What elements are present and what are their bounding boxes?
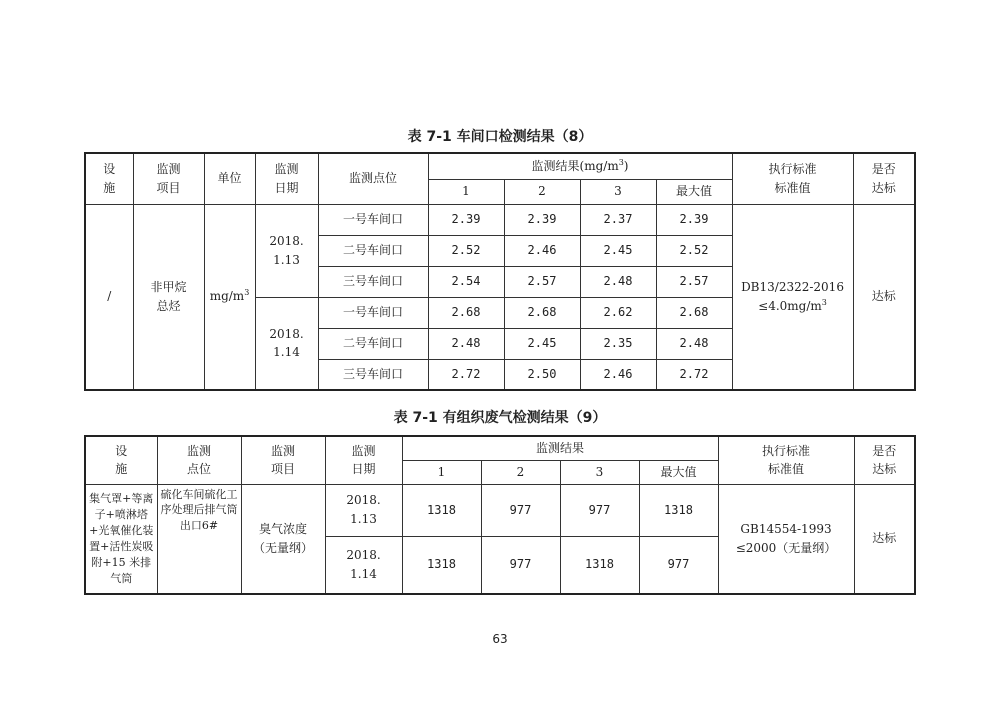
- header-date: 监测 日期: [255, 153, 318, 204]
- value-cell: 2.72: [428, 359, 504, 390]
- header-compliance: 是否 达标: [854, 436, 915, 484]
- header-standard: 执行标准 标准值: [732, 153, 853, 204]
- point-cell: 一号车间口: [318, 204, 428, 235]
- unit-main: mg/m: [209, 289, 245, 304]
- max-cell: 2.68: [656, 297, 732, 328]
- value-cell: 2.39: [504, 204, 580, 235]
- header-point: 监测点位: [318, 153, 428, 204]
- standard-line2-main: ≤4.0mg/m: [758, 298, 822, 313]
- header-col2: 2: [504, 179, 580, 204]
- header-point: 监测 点位: [157, 436, 241, 484]
- value-cell: 977: [560, 484, 639, 536]
- header-colmax: 最大值: [656, 179, 732, 204]
- facility-cell: /: [85, 204, 133, 390]
- value-cell: 2.46: [504, 235, 580, 266]
- point-cell: 一号车间口: [318, 297, 428, 328]
- max-cell: 2.52: [656, 235, 732, 266]
- value-cell: 977: [481, 536, 560, 594]
- header-col3: 3: [580, 179, 656, 204]
- value-cell: 1318: [560, 536, 639, 594]
- header-date: 监测 日期: [325, 436, 402, 484]
- header-colmax: 最大值: [639, 460, 718, 484]
- facility-cell: 集气罩+等离子+喷淋塔+光氧催化装置+活性炭吸附+15 米排气筒: [85, 484, 157, 594]
- value-cell: 2.52: [428, 235, 504, 266]
- header-facility: 设 施: [85, 153, 133, 204]
- header-standard: 执行标准 标准值: [718, 436, 854, 484]
- header-results-suffix: ): [623, 158, 629, 173]
- value-cell: 2.45: [580, 235, 656, 266]
- point-cell: 二号车间口: [318, 235, 428, 266]
- point-cell: 硫化车间硫化工序处理后排气筒出口6#: [157, 484, 241, 594]
- date-cell: 2018. 1.14: [255, 297, 318, 390]
- header-item: 监测 项目: [241, 436, 325, 484]
- value-cell: 2.45: [504, 328, 580, 359]
- date-cell: 2018. 1.14: [325, 536, 402, 594]
- value-cell: 2.68: [504, 297, 580, 328]
- header-facility: 设 施: [85, 436, 157, 484]
- max-cell: 1318: [639, 484, 718, 536]
- item-cell: 臭气浓度 （无量纲）: [241, 484, 325, 594]
- value-cell: 2.68: [428, 297, 504, 328]
- table2-title: 表 7-1 有组织废气检测结果（9）: [393, 410, 607, 426]
- point-cell: 二号车间口: [318, 328, 428, 359]
- standard-cell: GB14554-1993 ≤2000（无量纲）: [718, 484, 854, 594]
- header-compliance: 是否 达标: [853, 153, 915, 204]
- value-cell: 2.37: [580, 204, 656, 235]
- compliance-cell: 达标: [854, 484, 915, 594]
- header-item: 监测 项目: [133, 153, 204, 204]
- value-cell: 2.62: [580, 297, 656, 328]
- header-results-sup: 3: [618, 157, 624, 167]
- value-cell: 977: [481, 484, 560, 536]
- item-cell: 非甲烷 总烃: [133, 204, 204, 390]
- max-cell: 2.39: [656, 204, 732, 235]
- value-cell: 2.57: [504, 266, 580, 297]
- header-results-prefix: 监测结果(mg/m: [531, 158, 619, 173]
- value-cell: 2.48: [580, 266, 656, 297]
- value-cell: 2.48: [428, 328, 504, 359]
- date-cell: 2018. 1.13: [325, 484, 402, 536]
- page-number: 63: [492, 632, 508, 646]
- value-cell: 2.50: [504, 359, 580, 390]
- unit-cell: [204, 204, 255, 390]
- standard-sup: 3: [821, 297, 827, 307]
- header-results: 监测结果: [402, 436, 718, 460]
- standard-line2: [733, 297, 853, 316]
- max-cell: 2.57: [656, 266, 732, 297]
- max-cell: 977: [639, 536, 718, 594]
- value-cell: 2.54: [428, 266, 504, 297]
- header-col1: 1: [402, 460, 481, 484]
- header-col1: 1: [428, 179, 504, 204]
- header-col2: 2: [481, 460, 560, 484]
- header-unit: 单位: [204, 153, 255, 204]
- table1: [84, 152, 916, 391]
- value-cell: 1318: [402, 536, 481, 594]
- standard-line1: DB13/2322-2016: [741, 280, 844, 295]
- max-cell: 2.72: [656, 359, 732, 390]
- value-cell: 1318: [402, 484, 481, 536]
- date-cell: 2018. 1.13: [255, 204, 318, 297]
- value-cell: 2.39: [428, 204, 504, 235]
- table1-title: 表 7-1 车间口检测结果（8）: [407, 129, 593, 145]
- value-cell: 2.46: [580, 359, 656, 390]
- max-cell: 2.48: [656, 328, 732, 359]
- value-cell: 2.35: [580, 328, 656, 359]
- header-results: [428, 153, 732, 179]
- point-cell: 三号车间口: [318, 359, 428, 390]
- header-col3: 3: [560, 460, 639, 484]
- standard-cell: [732, 204, 853, 390]
- compliance-cell: 达标: [853, 204, 915, 390]
- unit-sup: 3: [244, 288, 250, 298]
- table2: [84, 435, 916, 595]
- point-cell: 三号车间口: [318, 266, 428, 297]
